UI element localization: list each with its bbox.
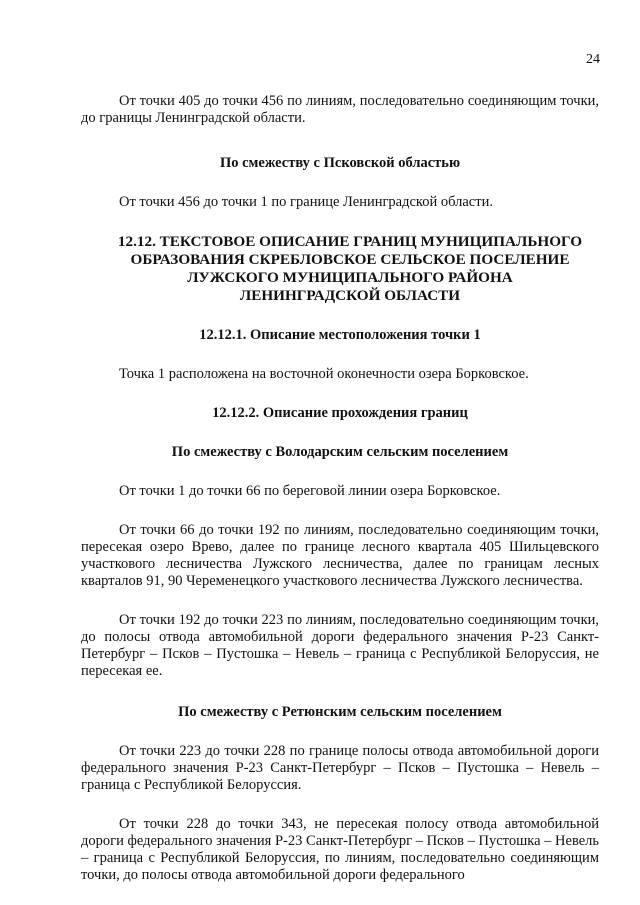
main-heading-line-3: ЛУЖСКОГО МУНИЦИПАЛЬНОГО РАЙОНА: [187, 269, 513, 286]
paragraph-5: От точки 66 до точки 192 по линиям, последовательно соединяющим точки, пересекая озеро Врево, далее по границе лесного квартала 405 Шильцевского участкового лесничества Лужского лесничества, далее по границам лесных кварталов 91, 90 Череменецкого участкового лесничества Лужского лесничества.: [81, 522, 599, 589]
main-heading-line-2: ОБРАЗОВАНИЯ СКРЕБЛОВСКОЕ СЕЛЬСКОЕ ПОСЕЛЕНИЕ: [130, 251, 570, 268]
section-heading-volodarskoe: По смежеству с Володарским сельским поселением: [171, 444, 509, 460]
paragraph-2: От точки 456 до точки 1 по границе Ленинградской области.: [119, 194, 493, 210]
document-body: [81, 93, 599, 884]
paragraph-1: От точки 405 до точки 456 по линиям, последовательно соединяющим точки, до границы Ленинградской области.: [81, 93, 599, 126]
paragraph-7: От точки 223 до точки 228 по границе полосы отвода автомобильной дороги федерального значения Р-23 Санкт-Петербург – Псков – Пустошка – Невель – граница с Республикой Белоруссия.: [81, 743, 599, 793]
paragraph-3: Точка 1 расположена на восточной оконечности озера Борковское.: [119, 366, 529, 382]
main-heading-line-4: ЛЕНИНГРАДСКОЙ ОБЛАСТИ: [239, 287, 461, 304]
page-number: 24: [586, 52, 600, 67]
paragraph-8: От точки 228 до точки 343, не пересекая полосу отвода автомобильной дороги федерального значения Р-23 Санкт-Петербург – Псков – Пустошка – Невель – граница с Республикой Белоруссия, по линиям, последовательно соединяющим точки, до полосы отвода автомобильной дороги федерального: [81, 816, 599, 883]
subsection-heading-boundary-description: 12.12.2. Описание прохождения границ: [212, 405, 468, 421]
section-heading-pskov: По смежеству с Псковской областью: [219, 155, 461, 171]
paragraph-6: От точки 192 до точки 223 по линиям, последовательно соединяющим точки, до полосы отвода автомобильной дороги федерального значения Р-23 Санкт-Петербург – Псков – Пустошка – Невель – граница с Республикой Белоруссия, не пересекая ее.: [81, 612, 599, 679]
main-heading-line-1: 12.12. ТЕКСТОВОЕ ОПИСАНИЕ ГРАНИЦ МУНИЦИПАЛЬНОГО: [117, 233, 583, 250]
paragraph-4: От точки 1 до точки 66 по береговой линии озера Борковское.: [119, 483, 501, 499]
section-heading-retyunskoe: По смежеству с Ретюнским сельским поселением: [178, 704, 502, 720]
subsection-heading-point-location: 12.12.1. Описание местоположения точки 1: [199, 327, 481, 343]
main-heading: [81, 233, 599, 305]
